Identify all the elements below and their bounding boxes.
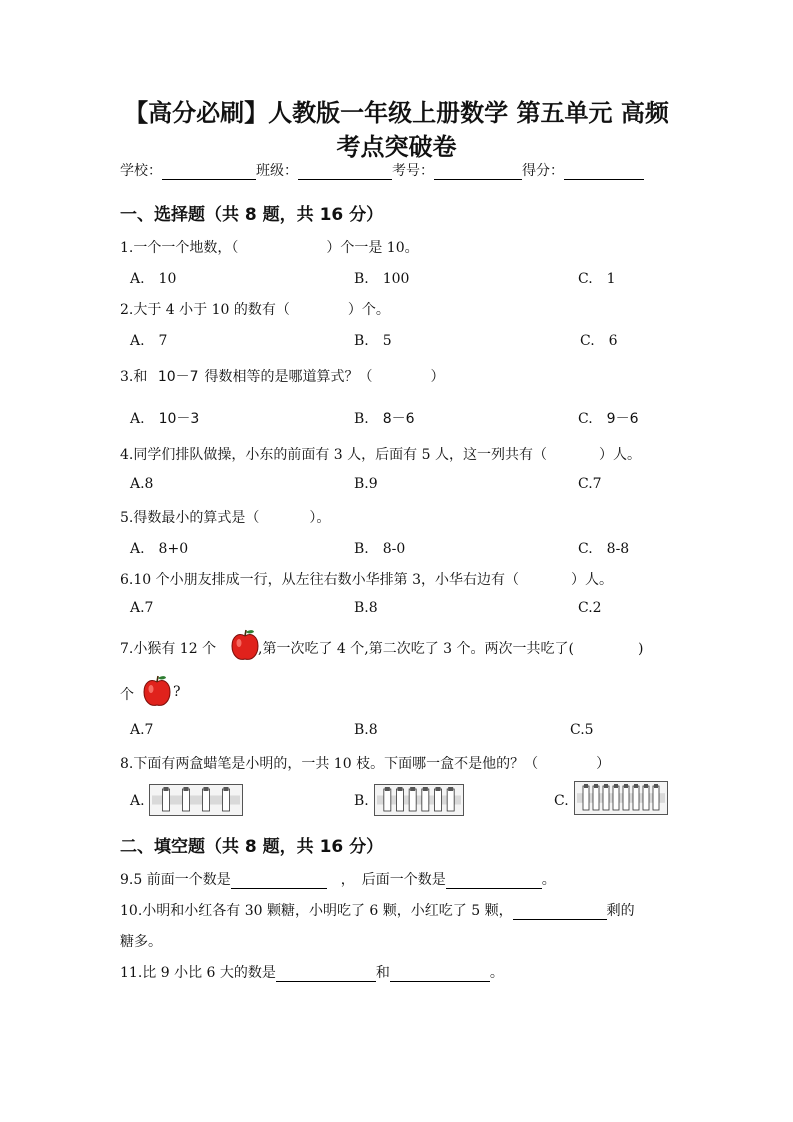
q10-blank[interactable] bbox=[513, 905, 607, 920]
crayon bbox=[183, 787, 190, 811]
question-9 bbox=[120, 869, 556, 889]
question-7 bbox=[120, 638, 216, 658]
school-field[interactable] bbox=[162, 165, 256, 180]
q4-stem-end: ）人。 bbox=[598, 447, 641, 463]
q4-option-c[interactable]: C.7 bbox=[578, 476, 602, 492]
question-3 bbox=[120, 366, 445, 386]
crayon bbox=[583, 784, 589, 810]
q8-crayon-box-b[interactable] bbox=[374, 784, 464, 816]
q7-option-c[interactable]: C.5 bbox=[570, 722, 594, 738]
question-8 bbox=[120, 753, 610, 773]
crayon bbox=[603, 784, 609, 810]
school-label: 学校： bbox=[120, 163, 162, 179]
crayon bbox=[203, 787, 210, 811]
q6-option-c[interactable]: C.2 bbox=[578, 600, 602, 616]
q1-stem: 1.一个一个地数，（ bbox=[120, 240, 239, 256]
apple-icon bbox=[142, 674, 172, 708]
q11-blank-2[interactable] bbox=[390, 967, 490, 982]
q9-stem-end: 。 bbox=[541, 872, 556, 888]
q7-stem-end: ) bbox=[637, 641, 644, 657]
q8-stem-end: ） bbox=[596, 756, 611, 772]
crayon bbox=[447, 787, 454, 811]
question-10 bbox=[120, 900, 635, 920]
q6-stem: 6.10 个小朋友排成一行，从左往右数小华排第 3，小华右边有（ bbox=[120, 572, 519, 588]
q3-stem-mid: 得数相等的是哪道算式？（ bbox=[204, 369, 373, 385]
q1-option-a[interactable]: A. 10 bbox=[130, 271, 177, 287]
q8-option-c-label[interactable]: C. bbox=[554, 793, 569, 809]
crayon bbox=[397, 787, 404, 811]
q4-option-a[interactable]: A.8 bbox=[130, 476, 154, 492]
page-title-line2: 考点突破卷 bbox=[336, 133, 457, 161]
q10-line2: 糖多。 bbox=[120, 934, 162, 950]
question-11 bbox=[120, 962, 504, 982]
crayon bbox=[422, 787, 429, 811]
q7-line2-post: ? bbox=[173, 684, 181, 700]
q3-expression: 10－7 bbox=[157, 369, 199, 385]
q5-option-a[interactable]: A. 8+0 bbox=[130, 541, 189, 557]
q7-option-b[interactable]: B.8 bbox=[354, 722, 378, 738]
section-choice-heading: 一、选择题（共 8 题，共 16 分） bbox=[120, 205, 384, 225]
q8-option-b-label[interactable]: B. bbox=[354, 793, 369, 809]
crayon bbox=[163, 787, 170, 811]
q7-stem-mid: ,第一次吃了 4 个,第二次吃了 3 个。两次一共吃了( bbox=[258, 641, 574, 657]
q5-stem: 5.得数最小的算式是（ bbox=[120, 510, 260, 526]
section-fill-heading: 二、填空题（共 8 题，共 16 分） bbox=[120, 837, 384, 857]
q3-option-c[interactable] bbox=[578, 408, 639, 428]
q5-stem-end: ）。 bbox=[309, 510, 331, 526]
q9-blank-after[interactable] bbox=[446, 874, 542, 889]
q3-a-label: A. bbox=[130, 411, 145, 427]
q6-stem-end: ）人。 bbox=[570, 572, 613, 588]
crayon bbox=[593, 784, 599, 810]
crayon bbox=[223, 787, 230, 811]
q11-blank-1[interactable] bbox=[276, 967, 376, 982]
q4-stem: 4.同学们排队做操，小东的前面有 3 人，后面有 5 人，这一列共有（ bbox=[120, 447, 547, 463]
q8-option-a-label[interactable]: A. bbox=[130, 793, 145, 809]
q7-stem: 7.小猴有 12 个 bbox=[120, 641, 217, 657]
crayon bbox=[623, 784, 629, 810]
crayon bbox=[653, 784, 659, 810]
class-field[interactable] bbox=[298, 165, 392, 180]
exam-no-label: 考号： bbox=[392, 163, 434, 179]
q1-option-c[interactable]: C. 1 bbox=[578, 271, 616, 287]
q4-option-b[interactable]: B.9 bbox=[354, 476, 378, 492]
question-1 bbox=[120, 237, 419, 257]
crayon bbox=[613, 784, 619, 810]
q11-stem-mid: 和 bbox=[375, 965, 390, 981]
question-5 bbox=[120, 507, 330, 527]
score-field[interactable] bbox=[564, 165, 644, 180]
q3-b-expression: 8－6 bbox=[382, 411, 415, 427]
apple-icon bbox=[230, 628, 260, 662]
exam-no-field[interactable] bbox=[434, 165, 522, 180]
q2-stem: 2.大于 4 小于 10 的数有（ bbox=[120, 302, 290, 318]
crayon-set bbox=[375, 785, 463, 815]
q9-blank-before[interactable] bbox=[231, 874, 327, 889]
crayon-set bbox=[150, 785, 242, 815]
q6-option-b[interactable]: B.8 bbox=[354, 600, 378, 616]
q3-c-expression: 9－6 bbox=[606, 411, 639, 427]
crayon bbox=[409, 787, 416, 811]
page-title: 【高分必刷】人教版一年级上册数学 第五单元 高频 bbox=[124, 99, 669, 127]
q1-stem-end: ）个一是 10。 bbox=[326, 240, 419, 256]
q9-stem-mid: ， 后面一个数是 bbox=[340, 872, 446, 888]
q6-option-a[interactable]: A.7 bbox=[130, 600, 154, 616]
score-label: 得分： bbox=[522, 163, 564, 179]
q11-stem-end: 。 bbox=[489, 965, 504, 981]
q8-crayon-box-c[interactable] bbox=[574, 781, 668, 815]
q2-option-c[interactable]: C. 6 bbox=[580, 333, 618, 349]
crayon bbox=[643, 784, 649, 810]
q3-c-label: C. bbox=[578, 411, 593, 427]
q3-b-label: B. bbox=[354, 411, 369, 427]
question-6 bbox=[120, 569, 613, 589]
crayon bbox=[633, 784, 639, 810]
q7-line2-pre: 个 bbox=[120, 687, 134, 703]
q2-stem-end: ）个。 bbox=[347, 302, 390, 318]
q9-stem: 9.5 前面一个数是 bbox=[120, 872, 231, 888]
q3-option-b[interactable] bbox=[354, 408, 415, 428]
q3-stem-end: ） bbox=[430, 369, 445, 385]
class-label: 班级： bbox=[256, 163, 298, 179]
question-7-line2 bbox=[120, 684, 134, 704]
q10-stem-end: 剩的 bbox=[606, 903, 635, 919]
q5-option-c[interactable]: C. 8-8 bbox=[578, 541, 630, 557]
q8-stem: 8.下面有两盒蜡笔是小明的，一共 10 枝。下面哪一盒不是他的？（ bbox=[120, 756, 539, 772]
question-4 bbox=[120, 444, 641, 464]
q2-option-a[interactable]: A. 7 bbox=[130, 333, 168, 349]
crayon-set bbox=[575, 782, 667, 814]
q7-option-a[interactable]: A.7 bbox=[130, 722, 154, 738]
q11-stem: 11.比 9 小比 6 大的数是 bbox=[120, 965, 276, 981]
q3-stem: 3.和 bbox=[120, 369, 148, 385]
q1-option-b[interactable]: B. 100 bbox=[354, 271, 410, 287]
q3-a-expression: 10－3 bbox=[158, 411, 200, 427]
crayon bbox=[384, 787, 391, 811]
crayon bbox=[435, 787, 442, 811]
q2-option-b[interactable]: B. 5 bbox=[354, 333, 392, 349]
info-line bbox=[120, 160, 644, 180]
q3-option-a[interactable] bbox=[130, 408, 199, 428]
question-7-cont bbox=[258, 638, 643, 658]
q5-option-b[interactable]: B. 8-0 bbox=[354, 541, 406, 557]
question-2 bbox=[120, 299, 390, 319]
q8-crayon-box-a[interactable] bbox=[149, 784, 243, 816]
q10-stem: 10.小明和小红各有 30 颗糖，小明吃了 6 颗，小红吃了 5 颗， bbox=[120, 903, 513, 919]
